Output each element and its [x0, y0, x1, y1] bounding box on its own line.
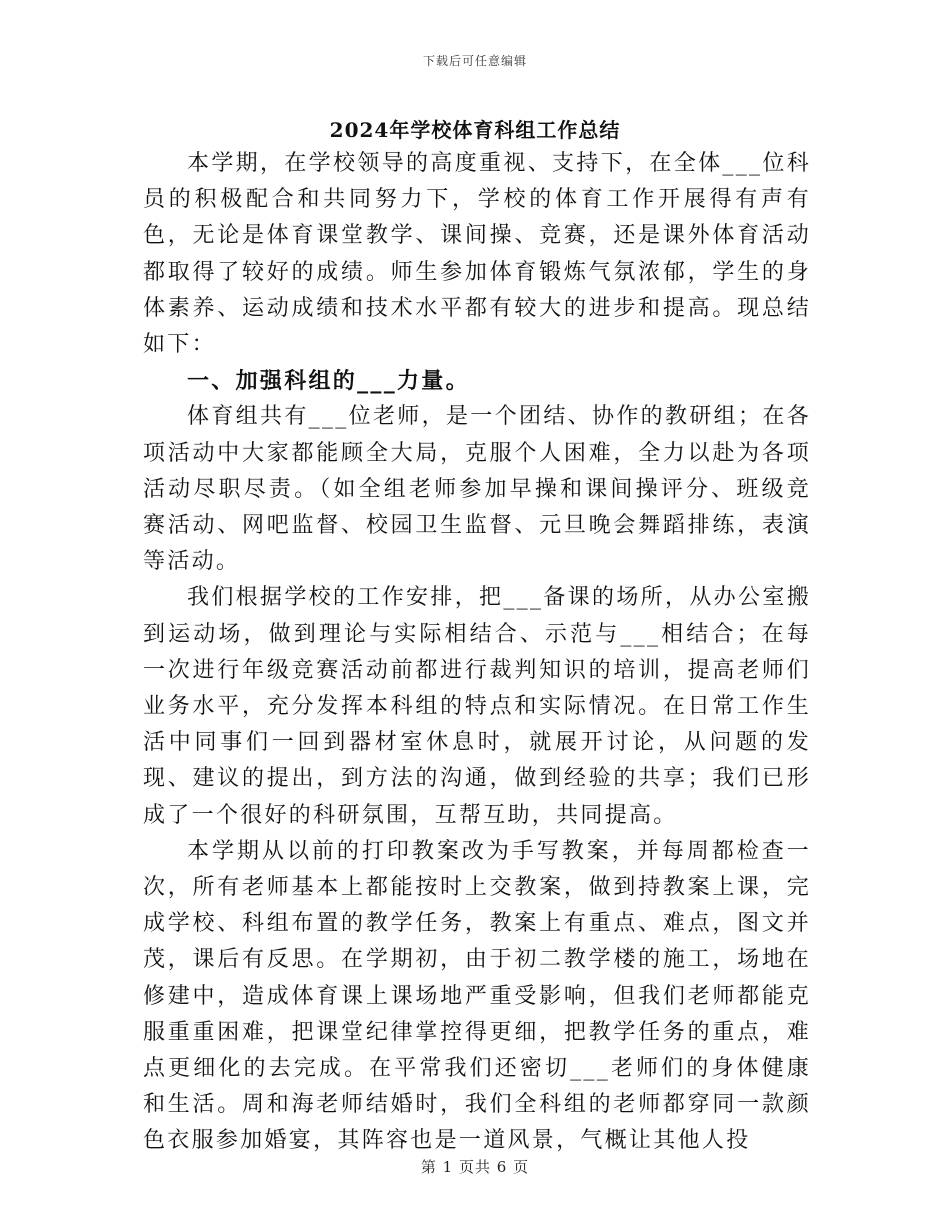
page-number: 第 1 页共 6 页 — [420, 1158, 530, 1176]
header-note: 下载后可任意编辑 — [422, 54, 527, 68]
document-title: 2024年学校体育科组工作总结 — [329, 118, 621, 142]
paragraph-team: 体育组共有___位老师，是一个团结、协作的教研组；在各项活动中大家都能顾全大局，克服个人困难，全力以赴为各项活动尽职尽责。（如全组老师参加早操和课间操评分、班级竞赛活动、网吧监督、校园卫生监督、元旦晚会舞蹈排练，表演等活动。 — [143, 404, 811, 575]
paragraph-lesson-plans: 本学期从以前的打印教案改为手写教案，并每周都检查一次，所有老师基本上都能按时上交教案，做到持教案上课，完成学校、科组布置的教学任务，教案上有重点、难点，图文并茂，课后有反思。在学期初，由于初二教学楼的施工，场地在修建中，造成体育课上课场地严重受影响，但我们老师都能克服重重困难，把课堂纪律掌控得更细，把教学任务的重点，难点更细化的去完成。在平常我们还密切___老师们的身体健康和生活。周和海老师结婚时，我们全科组的老师都穿同一款颜色衣服参加婚宴，其阵容也是一道风景，气概让其他人投 — [143, 838, 811, 1154]
paragraph-lesson-prep: 我们根据学校的工作安排，把___备课的场所，从办公室搬到运动场，做到理论与实际相结合、示范与___相结合；在每一次进行年级竞赛活动前都进行裁判知识的培训，提高老师们业务水平，充分发挥本科组的特点和实际情况。在日常工作生活中同事们一回到器材室休息时，就展开讨论，从问题的发现、建议的提出，到方法的沟通，做到经验的共享；我们已形成了一个很好的科研氛围，互帮互助，共同提高。 — [143, 585, 811, 828]
paragraph-intro: 本学期，在学校领导的高度重视、支持下，在全体___位科员的积极配合和共同努力下，学校的体育工作开展得有声有色，无论是体育课堂教学、课间操、竞赛，还是课外体育活动都取得了较好的成绩。师生参加体育锻炼气氛浓郁，学生的身体素养、运动成绩和技术水平都有较大的进步和提高。现总结如下： — [143, 151, 811, 358]
document-body — [143, 146, 811, 1160]
section-heading-1: 一、加强科组的___力量。 — [187, 368, 470, 395]
